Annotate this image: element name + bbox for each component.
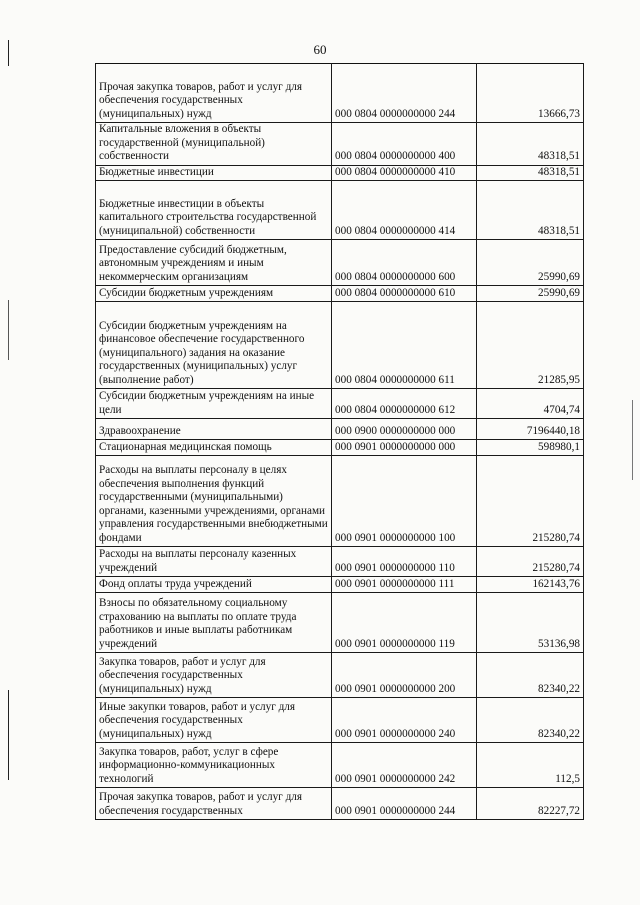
amount-cell: 25990,69 [477, 240, 584, 286]
scan-edge-mark [8, 300, 9, 360]
scan-edge-mark [632, 400, 633, 480]
amount-cell: 7196440,18 [477, 419, 584, 440]
budget-code-cell: 000 0804 0000000000 611 [332, 302, 477, 389]
amount-cell: 4704,74 [477, 389, 584, 419]
table-row [96, 240, 584, 286]
amount-cell: 53136,98 [477, 593, 584, 653]
expense-name-cell: Здравоохранение [96, 419, 332, 440]
amount-cell: 112,5 [477, 743, 584, 788]
table-row [96, 123, 584, 166]
budget-code-cell: 000 0804 0000000000 244 [332, 64, 477, 123]
expense-name-cell: Закупка товаров, работ, услуг в сфере информационно-коммуникационных технологий [96, 743, 332, 788]
budget-code-cell: 000 0901 0000000000 242 [332, 743, 477, 788]
budget-code-cell: 000 0901 0000000000 111 [332, 577, 477, 593]
amount-cell: 48318,51 [477, 123, 584, 166]
amount-cell: 48318,51 [477, 165, 584, 181]
amount-cell: 25990,69 [477, 286, 584, 302]
expense-name-cell: Закупка товаров, работ и услуг для обеспечения государственных (муниципальных) нужд [96, 653, 332, 698]
expense-name-cell: Расходы на выплаты персоналу в целях обеспечения выполнения функций государственными (муниципальными) органами, казенными учреждениями, органами управления государственными внебюджетными фондами [96, 456, 332, 547]
amount-cell: 162143,76 [477, 577, 584, 593]
budget-code-cell: 000 0804 0000000000 610 [332, 286, 477, 302]
table-row [96, 456, 584, 547]
table-row [96, 593, 584, 653]
table-row [96, 64, 584, 123]
budget-code-cell: 000 0901 0000000000 119 [332, 593, 477, 653]
table-row [96, 653, 584, 698]
budget-code-cell: 000 0901 0000000000 244 [332, 788, 477, 820]
budget-code-cell: 000 0804 0000000000 414 [332, 181, 477, 240]
table-row [96, 165, 584, 181]
budget-code-cell: 000 0901 0000000000 110 [332, 547, 477, 577]
amount-cell: 82227,72 [477, 788, 584, 820]
expense-name-cell: Фонд оплаты труда учреждений [96, 577, 332, 593]
table-row [96, 302, 584, 389]
expense-name-cell: Прочая закупка товаров, работ и услуг для обеспечения государственных [96, 788, 332, 820]
amount-cell: 598980,1 [477, 440, 584, 456]
budget-table [95, 63, 584, 820]
table-row [96, 440, 584, 456]
amount-cell: 13666,73 [477, 64, 584, 123]
table-row [96, 743, 584, 788]
amount-cell: 215280,74 [477, 456, 584, 547]
page-number: 60 [313, 42, 327, 57]
expense-name-cell: Субсидии бюджетным учреждениям на финансовое обеспечение государственного (муниципального) задания на оказание государственных (муниципальных) услуг (выполнение работ) [96, 302, 332, 389]
scan-edge-mark [8, 40, 9, 66]
expense-name-cell: Бюджетные инвестиции в объекты капитального строительства государственной (муниципальной) собственности [96, 181, 332, 240]
table-row [96, 286, 584, 302]
expense-name-cell: Расходы на выплаты персоналу казенных учреждений [96, 547, 332, 577]
amount-cell: 82340,22 [477, 698, 584, 743]
budget-code-cell: 000 0804 0000000000 400 [332, 123, 477, 166]
expense-name-cell: Субсидии бюджетным учреждениям [96, 286, 332, 302]
table-row [96, 419, 584, 440]
budget-code-cell: 000 0804 0000000000 612 [332, 389, 477, 419]
budget-code-cell: 000 0901 0000000000 100 [332, 456, 477, 547]
expense-name-cell: Взносы по обязательному социальному страхованию на выплаты по оплате труда работников и иные выплаты работникам учреждений [96, 593, 332, 653]
expense-name-cell: Предоставление субсидий бюджетным, автономным учреждениям и иным некоммерческим организациям [96, 240, 332, 286]
table-row [96, 698, 584, 743]
table-row [96, 389, 584, 419]
amount-cell: 48318,51 [477, 181, 584, 240]
expense-name-cell: Капитальные вложения в объекты государственной (муниципальной) собственности [96, 123, 332, 166]
expense-name-cell: Стационарная медицинская помощь [96, 440, 332, 456]
table-row [96, 547, 584, 577]
expense-name-cell: Бюджетные инвестиции [96, 165, 332, 181]
amount-cell: 215280,74 [477, 547, 584, 577]
scan-edge-mark [8, 690, 9, 780]
table-row [96, 788, 584, 820]
table-row [96, 181, 584, 240]
expense-name-cell: Иные закупки товаров, работ и услуг для обеспечения государственных (муниципальных) нужд [96, 698, 332, 743]
budget-code-cell: 000 0900 0000000000 000 [332, 419, 477, 440]
expense-name-cell: Прочая закупка товаров, работ и услуг для обеспечения государственных (муниципальных) нужд [96, 64, 332, 123]
expense-name-cell: Субсидии бюджетным учреждениям на иные цели [96, 389, 332, 419]
amount-cell: 21285,95 [477, 302, 584, 389]
budget-code-cell: 000 0901 0000000000 200 [332, 653, 477, 698]
budget-code-cell: 000 0901 0000000000 000 [332, 440, 477, 456]
table-row [96, 577, 584, 593]
budget-code-cell: 000 0804 0000000000 410 [332, 165, 477, 181]
budget-code-cell: 000 0901 0000000000 240 [332, 698, 477, 743]
amount-cell: 82340,22 [477, 653, 584, 698]
budget-code-cell: 000 0804 0000000000 600 [332, 240, 477, 286]
